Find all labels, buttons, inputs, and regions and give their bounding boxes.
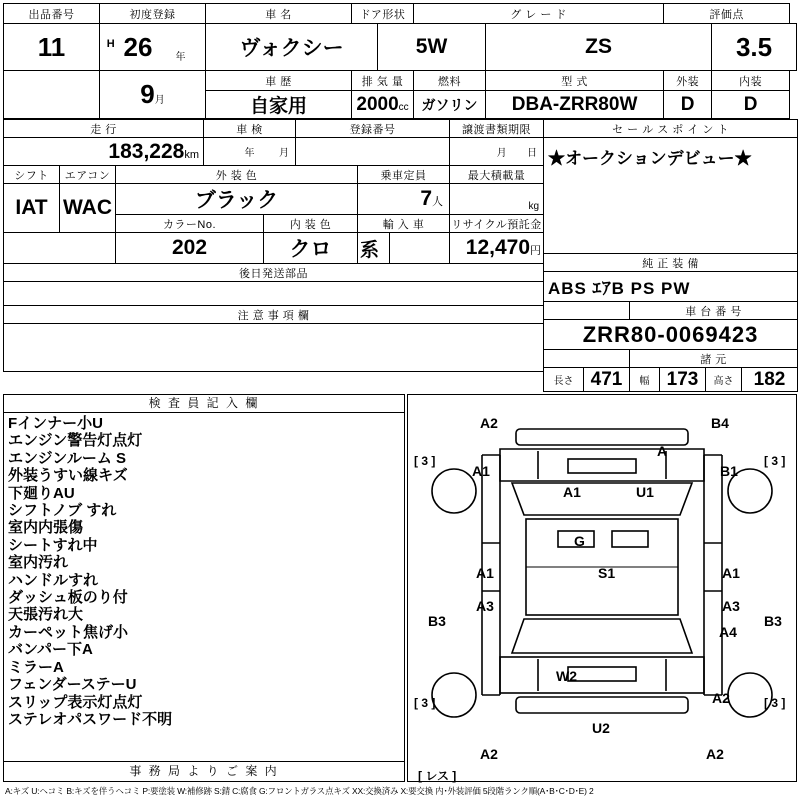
aircon-text: WAC (63, 196, 112, 219)
mark-spare-tire: [ レス ] (418, 769, 457, 783)
max-load-value (450, 184, 544, 215)
displacement-text: 2000 (356, 93, 399, 115)
fuel-label: 燃料 (414, 71, 486, 91)
int-color-label: 内 装 色 (264, 215, 358, 233)
model-code-value: DBA-ZRR80W (486, 91, 664, 119)
color-no-text: 202 (171, 236, 208, 259)
score-label: 評価点 (664, 4, 790, 24)
shift-text: IAT (15, 196, 48, 219)
office-notice-label: 事 務 局 よ り ご 案 内 (4, 761, 404, 781)
shaken-year-unit: 年 (244, 147, 255, 159)
seats-text: 7 (420, 187, 433, 210)
aircon-value (60, 184, 116, 233)
list-item: シートすれ中 (8, 536, 98, 554)
ext-color-text: ブラック (194, 189, 279, 212)
mark-A2-rear-left: A2 (480, 746, 498, 762)
list-item: ステレオパスワード不明 (8, 710, 173, 728)
mark-A2-front-left: A2 (480, 415, 498, 431)
first-reg-label: 初度登録 (100, 4, 206, 24)
first-reg-year-text: 26 (123, 31, 153, 62)
list-item: ミラーA (8, 658, 64, 676)
color-no-cell (4, 233, 116, 264)
middle-right (543, 119, 797, 392)
mark-A4-right: A4 (719, 624, 737, 640)
fuel-value (414, 91, 486, 119)
list-item: スリップ表示灯点灯 (8, 693, 143, 711)
ext-color-value (116, 184, 358, 215)
mark-A-hood: A (657, 443, 668, 459)
mark-tire-front-right: [ 3 ] (764, 454, 786, 468)
later-parts-value (4, 282, 544, 306)
first-reg-era (100, 24, 122, 71)
import-value (390, 233, 450, 264)
length-text: 471 (590, 368, 623, 390)
header-table (3, 3, 797, 119)
displacement-unit-text: cc (398, 101, 409, 113)
int-grade-label: 内装 (712, 71, 790, 91)
mark-tire-rear-right: [ 3 ] (764, 696, 786, 710)
inspector-panel (3, 394, 405, 782)
transfer-label: 譲渡書類期限 (450, 120, 544, 138)
seats-unit-text: 人 (432, 196, 444, 208)
inspector-list (4, 413, 404, 728)
mileage-text: 183,228 (108, 139, 185, 163)
seats-value (358, 184, 450, 215)
max-load-unit-text: kg (528, 201, 540, 212)
list-item: エンジン警告灯点灯 (8, 432, 143, 450)
length-value (584, 368, 630, 392)
lot-no-label: 出品番号 (4, 4, 100, 24)
height-label: 高さ (706, 368, 742, 392)
junsei-value (544, 272, 798, 302)
list-item: ハンドルすれ (8, 571, 99, 589)
sales-point-label: セ ー ル ス ポ イ ン ト (544, 120, 798, 138)
int-color-suffix (358, 233, 390, 264)
list-item: 室内内張傷 (8, 519, 84, 537)
door-label: ドア形状 (352, 4, 414, 24)
max-load-label: 最大積載量 (450, 166, 544, 184)
list-item: 外装うすい線キズ (8, 467, 128, 485)
recycle-text: 12,470 (465, 236, 531, 259)
mark-A1-door-right: A1 (722, 565, 740, 581)
mark-tire-rear-left: [ 3 ] (414, 696, 436, 710)
damage-diagram-panel (407, 394, 797, 782)
chassis-text: ZRR80-0069423 (582, 321, 759, 347)
first-reg-year-unit (176, 24, 206, 71)
mark-S1-roof: S1 (598, 565, 616, 581)
list-item: カーペット焦げ小 (8, 623, 129, 641)
shaken-label: 車 検 (204, 120, 296, 138)
mid-table (3, 119, 544, 372)
model-code-label: 型 式 (486, 71, 664, 91)
list-item: Fインナー小U (8, 415, 103, 432)
chassis-spacer (544, 302, 630, 320)
score-value: 3.5 (712, 24, 797, 71)
list-item: 天張汚れ大 (8, 606, 84, 624)
right-table (543, 119, 798, 392)
recycle-label: リサイクル預託金 (450, 215, 544, 233)
first-reg-era-text: H (106, 38, 115, 50)
car-name-label: 車 名 (206, 4, 352, 24)
mark-W2-rear-window: W2 (556, 668, 577, 684)
displacement-value (352, 91, 414, 119)
mark-A2-rear-right: A2 (706, 746, 724, 762)
list-item: エンジンルーム S (8, 449, 127, 467)
mark-B4-front-right: B4 (711, 415, 729, 431)
lot-no-value: 11 (4, 24, 100, 71)
shaken-value (204, 138, 296, 166)
ext-color-label: 外 装 色 (116, 166, 358, 184)
mark-B1-fender-right: B1 (720, 463, 738, 479)
lot-no-blank (4, 71, 100, 119)
mark-B3-left: B3 (428, 613, 446, 629)
car-name-value: ヴォクシー (206, 24, 378, 71)
bottom-section (3, 394, 797, 782)
width-label: 幅 (630, 368, 660, 392)
int-color-text: クロ (289, 238, 332, 261)
width-value (660, 368, 706, 392)
length-label: 長さ (544, 368, 584, 392)
recycle-value (450, 233, 544, 264)
recycle-unit-text: 円 (530, 245, 542, 257)
first-reg-year (122, 24, 176, 71)
dims-spacer (544, 350, 630, 368)
mark-U2-trunk: U2 (592, 720, 610, 736)
shift-label: シフト (4, 166, 60, 184)
shaken-month-unit: 月 (279, 147, 289, 159)
grade-value: ZS (486, 24, 712, 71)
middle-left (3, 119, 543, 392)
mileage-unit-text: km (184, 148, 199, 161)
mileage-label: 走 行 (4, 120, 204, 138)
middle-section (3, 119, 797, 392)
list-item: ダッシュ板のり付 (8, 589, 128, 607)
shift-value (4, 184, 60, 233)
list-item: 下廻りAU (8, 484, 75, 502)
caution-value (4, 324, 544, 372)
fuel-text: ガソリン (421, 96, 478, 113)
chassis-label: 車 台 番 号 (630, 302, 798, 320)
first-reg-month-cell (100, 71, 206, 119)
junsei-text: ABS ｴｱB PS PW (548, 279, 691, 298)
mark-G-windshield: G (574, 533, 585, 549)
sales-point-text: ★オークションデビュー★ (548, 149, 752, 168)
width-text: 173 (666, 368, 699, 390)
first-reg-month-unit-text: 月 (154, 95, 165, 106)
dimensions-label: 諸 元 (630, 350, 798, 368)
reg-no-label: 登録番号 (296, 120, 450, 138)
reg-no-value (296, 138, 450, 166)
mark-A3-door-left-rear: A3 (476, 598, 494, 614)
int-grade-value: D (712, 91, 790, 119)
junsei-label: 純 正 装 備 (544, 254, 798, 272)
door-value: 5W (378, 24, 486, 71)
chassis-value (544, 320, 798, 350)
mark-A1-hood-left: A1 (563, 484, 581, 500)
height-text: 182 (753, 368, 786, 390)
list-item: シフトノブ すれ (8, 502, 117, 520)
ext-grade-value: D (664, 91, 712, 119)
mark-A2-rear-right-quarter: A2 (712, 690, 730, 706)
aircon-label: エアコン (60, 166, 116, 184)
mark-B3-right: B3 (764, 613, 782, 629)
height-value (742, 368, 798, 392)
sales-point-value (544, 138, 798, 254)
mark-tire-front-left: [ 3 ] (414, 454, 436, 468)
transfer-value (450, 138, 544, 166)
mark-A1-fender-left: A1 (472, 463, 490, 479)
history-value: 自家用 (206, 91, 352, 119)
list-item: 室内汚れ (8, 554, 69, 572)
ext-grade-label: 外装 (664, 71, 712, 91)
displacement-label: 排 気 量 (352, 71, 414, 91)
first-reg-month-text: 9 (140, 79, 155, 109)
grade-label: グ レ ー ド (414, 4, 664, 24)
mark-A1-door-left: A1 (476, 565, 494, 581)
int-color-suffix-text: 系 (360, 239, 380, 261)
color-no-label: カラーNo. (116, 215, 264, 233)
int-color-value (264, 233, 358, 264)
inspector-title: 検 査 員 記 入 欄 (4, 395, 404, 413)
color-no-value (116, 233, 264, 264)
later-parts-label: 後日発送部品 (4, 264, 544, 282)
mark-A3-door-right-rear: A3 (722, 598, 740, 614)
transfer-month-unit: 月 (496, 147, 507, 159)
first-reg-year-unit-text: 年 (175, 52, 186, 63)
legend-footer: A:キズ U:ヘコミ B:キズを伴うヘコミ P:要塗装 W:補修跡 S:錆 C:腐食 G:フロントガラス点キズ XX:交換済み X:要交換 内･外装評価 5段階ランク順(A･B･C･D･E) 2 (5, 786, 594, 796)
diagram-marks (408, 395, 796, 781)
list-item: バンパー下A (8, 641, 93, 659)
list-item: フェンダーステーU (8, 676, 137, 694)
mileage-value (4, 138, 204, 166)
history-label: 車 歴 (206, 71, 352, 91)
mark-U1-hood-right: U1 (636, 484, 654, 500)
transfer-day-unit: 日 (527, 147, 538, 159)
seats-label: 乗車定員 (358, 166, 450, 184)
caution-label: 注 意 事 項 欄 (4, 306, 544, 324)
import-label: 輸 入 車 (358, 215, 450, 233)
